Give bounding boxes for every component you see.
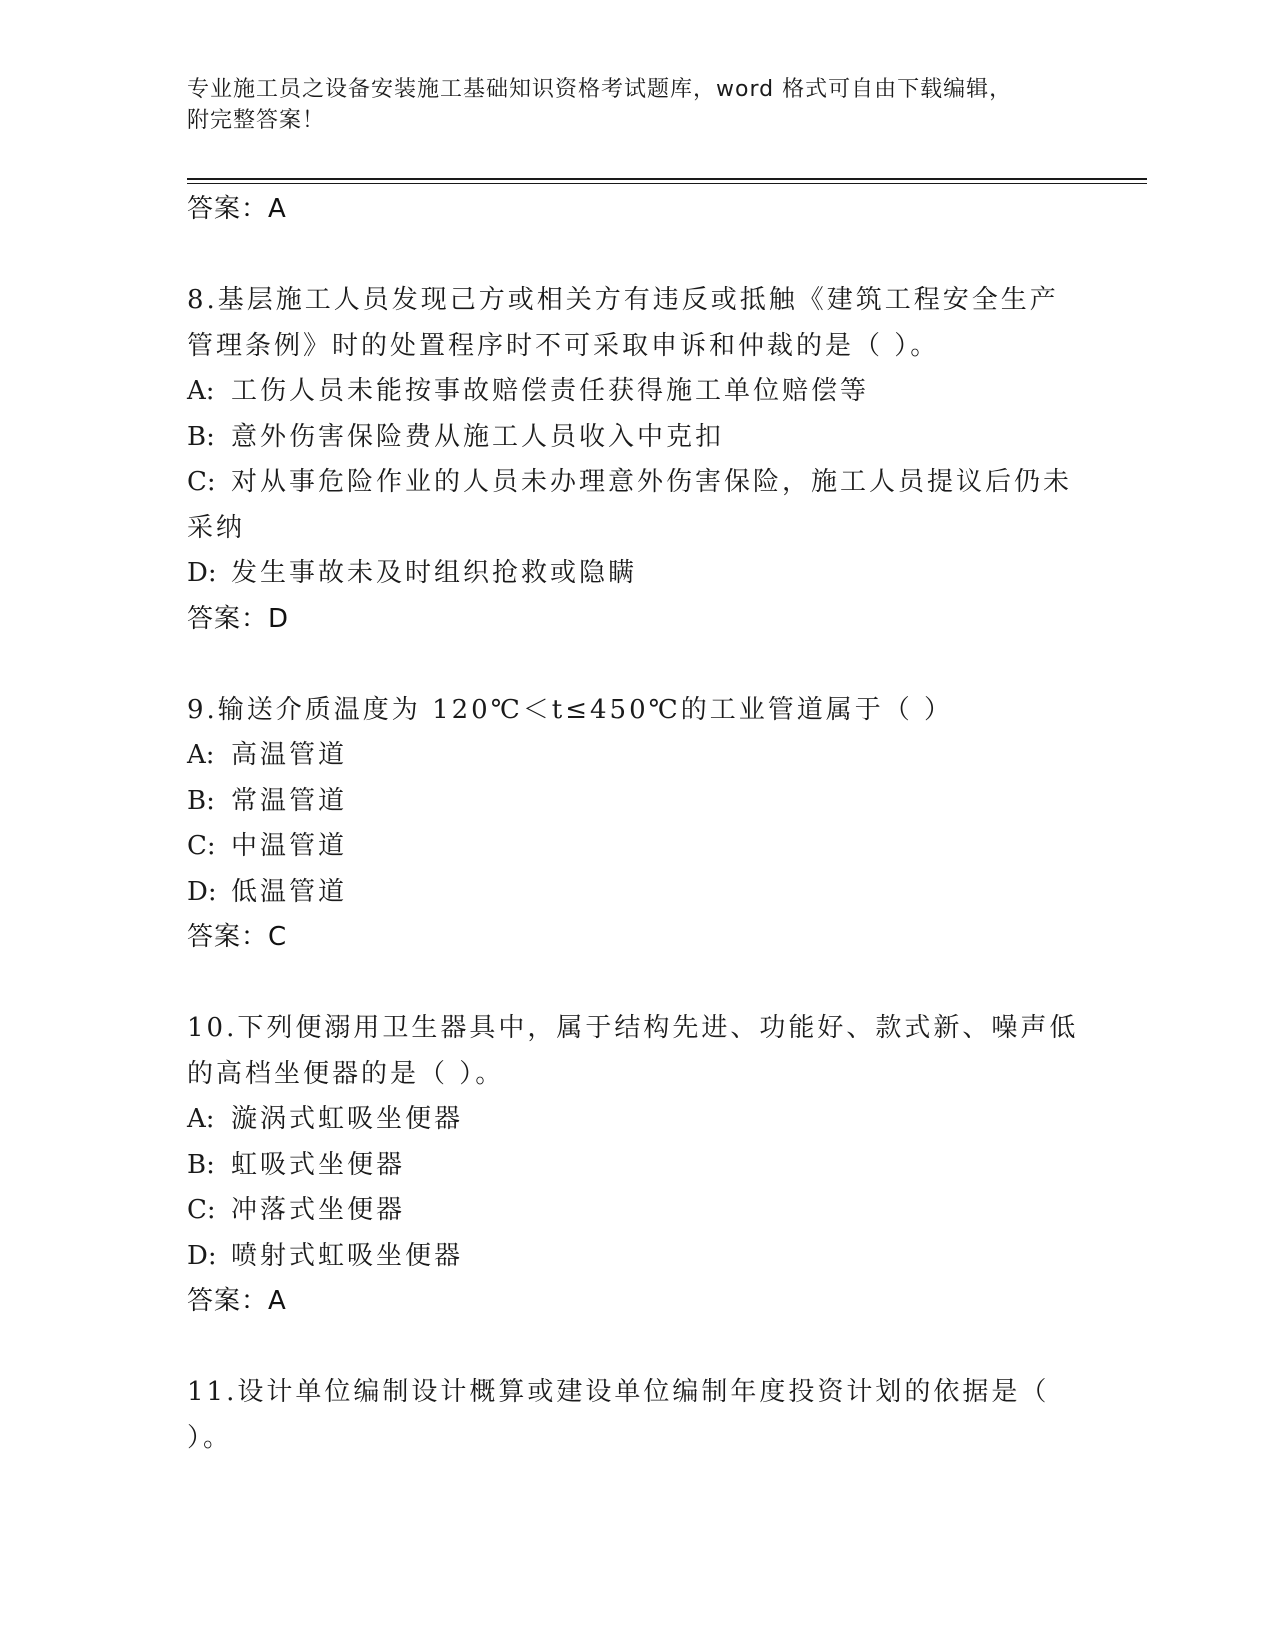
option-c bbox=[187, 824, 1087, 870]
question-text: 8.基层施工人员发现己方或相关方有违反或抵触《建筑工程安全生产 bbox=[187, 285, 1059, 315]
option-text: 意外伤害保险费从施工人员收入中克扣 bbox=[231, 421, 725, 452]
option-text: 对从事危险作业的人员未办理意外伤害保险，施工人员提议后仍未 bbox=[231, 467, 1073, 497]
header-line-1: 专业施工员之设备安装施工基础知识资格考试题库，word 格式可自由下载编辑， bbox=[187, 77, 1013, 102]
spacer bbox=[187, 959, 1087, 1006]
option-d bbox=[187, 1234, 1087, 1280]
option-a bbox=[187, 369, 1087, 415]
option-c bbox=[187, 460, 1087, 506]
option-key: D: bbox=[187, 876, 217, 907]
question-text: ）。 bbox=[187, 1422, 233, 1453]
option-text: 工伤人员未能按事故赔偿责任获得施工单位赔偿等 bbox=[231, 376, 870, 406]
option-text: 低温管道 bbox=[231, 876, 348, 907]
answer-line: 答案：A bbox=[187, 1286, 287, 1316]
option-a bbox=[187, 733, 1087, 779]
question-text: 11.设计单位编制设计概算或建设单位编制年度投资计划的依据是（ bbox=[187, 1377, 1050, 1407]
question-block bbox=[187, 278, 1087, 641]
question-text: 10.下列便溺用卫生器具中，属于结构先进、功能好、款式新、噪声低 bbox=[187, 1013, 1079, 1043]
option-key: D: bbox=[187, 1240, 217, 1271]
spacer bbox=[187, 231, 1087, 278]
option-text: 中温管道 bbox=[231, 831, 348, 861]
option-key: C: bbox=[187, 467, 216, 497]
option-c-continued: 采纳 bbox=[187, 512, 246, 543]
option-key: C: bbox=[187, 1195, 216, 1225]
option-text: 发生事故未及时组织抢救或隐瞒 bbox=[231, 558, 638, 588]
option-text: 虹吸式坐便器 bbox=[231, 1149, 406, 1180]
question-list bbox=[187, 187, 1087, 1461]
header-divider-thick bbox=[187, 178, 1147, 180]
option-key: A: bbox=[187, 740, 215, 770]
option-key: D: bbox=[187, 558, 217, 588]
option-key: C: bbox=[187, 831, 216, 861]
spacer bbox=[187, 1323, 1087, 1370]
question-block bbox=[187, 688, 1087, 960]
option-b bbox=[187, 779, 1087, 825]
option-key: B: bbox=[187, 421, 215, 452]
question-block bbox=[187, 1370, 1087, 1461]
answer-line: 答案：C bbox=[187, 922, 288, 952]
option-c bbox=[187, 1188, 1087, 1234]
option-d bbox=[187, 551, 1087, 597]
option-text: 漩涡式虹吸坐便器 bbox=[231, 1104, 464, 1134]
header-divider-thin bbox=[187, 183, 1147, 184]
option-b bbox=[187, 415, 1087, 461]
header-line-2: 附完整答案！ bbox=[187, 108, 326, 133]
option-b bbox=[187, 1143, 1087, 1189]
option-key: A: bbox=[187, 1104, 215, 1134]
option-text: 高温管道 bbox=[231, 740, 348, 770]
option-key: A: bbox=[187, 376, 215, 406]
spacer bbox=[187, 641, 1087, 688]
answer-line: 答案：D bbox=[187, 603, 290, 634]
page-header bbox=[187, 74, 1067, 136]
option-key: B: bbox=[187, 785, 215, 816]
option-text: 冲落式坐便器 bbox=[231, 1195, 406, 1225]
question-text: 管理条例》时的处置程序时不可采取申诉和仲裁的是（ ）。 bbox=[187, 330, 940, 361]
question-text: 9.输送介质温度为 120℃＜t≤450℃的工业管道属于（ ） bbox=[187, 694, 953, 725]
option-a bbox=[187, 1097, 1087, 1143]
question-block bbox=[187, 1006, 1087, 1323]
question-text: 的高档坐便器的是（ ）。 bbox=[187, 1058, 505, 1089]
option-text: 常温管道 bbox=[231, 785, 348, 816]
answer-line: 答案：A bbox=[187, 194, 287, 224]
option-key: B: bbox=[187, 1149, 215, 1180]
option-d bbox=[187, 870, 1087, 916]
option-text: 喷射式虹吸坐便器 bbox=[231, 1240, 464, 1271]
